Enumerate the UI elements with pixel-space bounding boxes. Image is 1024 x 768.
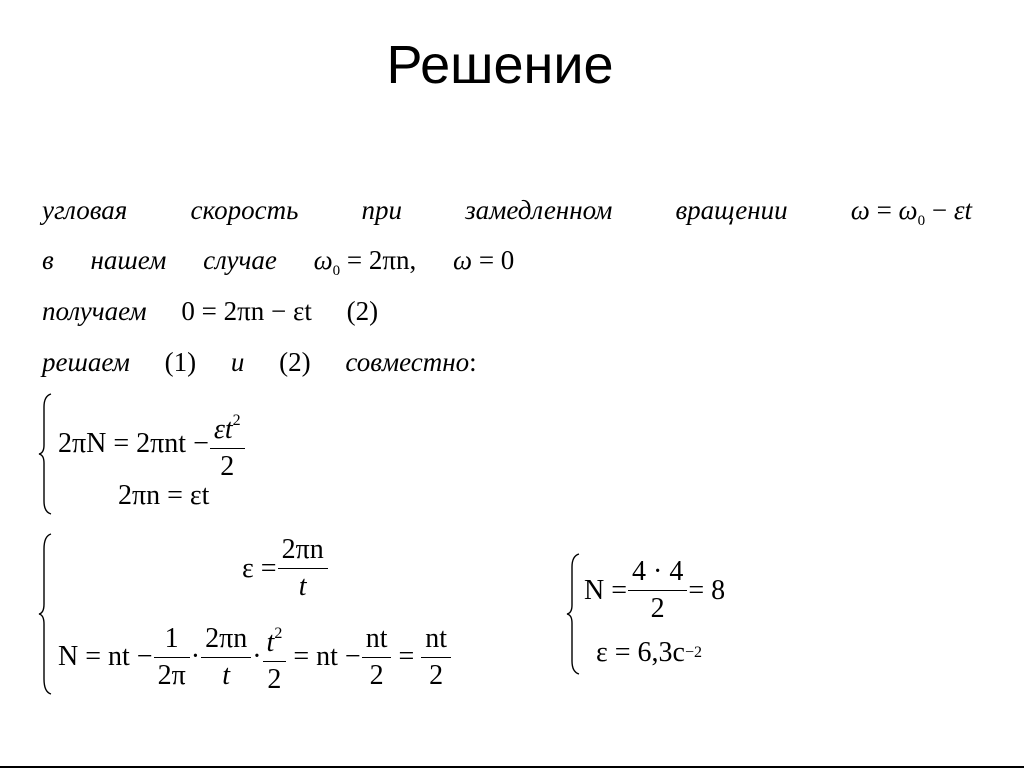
- word: решаем: [42, 347, 130, 377]
- word: нашем: [90, 245, 167, 275]
- word: получаем: [42, 296, 147, 326]
- system2-row2: N = nt − $\frac{1}{2\pi}$ · $\frac{2\pi n}{t}$ · $\frac{t^2}{2}$ = nt − $\frac{nt}{2}$ = $\frac{nt}{2}$: [58, 618, 452, 696]
- word: в: [42, 245, 54, 275]
- fraction: $\frac{2\pi n}{t}$: [280, 534, 326, 603]
- formula-omega-decel: $\omega = \omega_0 - \varepsilon t$: [850, 195, 972, 229]
- word: замедленном: [465, 195, 613, 225]
- system2-row1: ε = $\frac{2\pi n}{t}$: [242, 534, 329, 603]
- word: угловая: [42, 195, 128, 225]
- system3-row2: ε = 6,3c −2: [596, 637, 703, 668]
- fraction: $\frac{nt}{2}$: [364, 623, 390, 692]
- line-angular-velocity: [42, 193, 972, 238]
- fraction: $\frac{t^2}{2}$: [265, 618, 285, 696]
- fraction: $\frac{\varepsilon t^2}{2}$: [212, 405, 243, 483]
- left-brace: [566, 553, 580, 675]
- formula-omega-final: ω = 0: [453, 245, 515, 275]
- slide-title: Решение: [386, 35, 614, 95]
- word: совместно: [345, 347, 470, 377]
- system1-row2: 2πn = εt: [118, 480, 210, 511]
- system1-row1: 2πN = 2πnt − $\frac{\varepsilon t^2}{2}$: [58, 405, 246, 483]
- word: случае: [203, 245, 277, 275]
- left-brace: [38, 533, 52, 695]
- formula-eq2: 0 = 2πn − εt: [181, 296, 312, 326]
- line-obtain: [42, 294, 378, 328]
- fraction: $\frac{4 \cdot 4}{2}$: [630, 556, 685, 625]
- line-solve-jointly: решаем (1) и (2) совместно:: [42, 347, 477, 377]
- equation-number: (2): [279, 347, 311, 377]
- fraction: $\frac{nt}{2}$: [423, 623, 449, 692]
- word: вращении: [675, 195, 788, 225]
- equation-number: (1): [164, 347, 197, 377]
- fraction: $\frac{1}{2\pi}$: [156, 623, 188, 692]
- system3-row1: N = $\frac{4 \cdot 4}{2}$ = 8: [584, 556, 726, 624]
- left-brace: [38, 393, 52, 515]
- word: скорость: [190, 195, 299, 225]
- word: при: [361, 195, 402, 225]
- equation-number: (2): [346, 296, 379, 326]
- word: и: [230, 347, 245, 377]
- line-our-case: [42, 243, 514, 288]
- fraction: $\frac{2\pi n}{t}$: [203, 623, 249, 692]
- formula-omega0: $\omega_0 = 2\pi n$,: [313, 245, 417, 279]
